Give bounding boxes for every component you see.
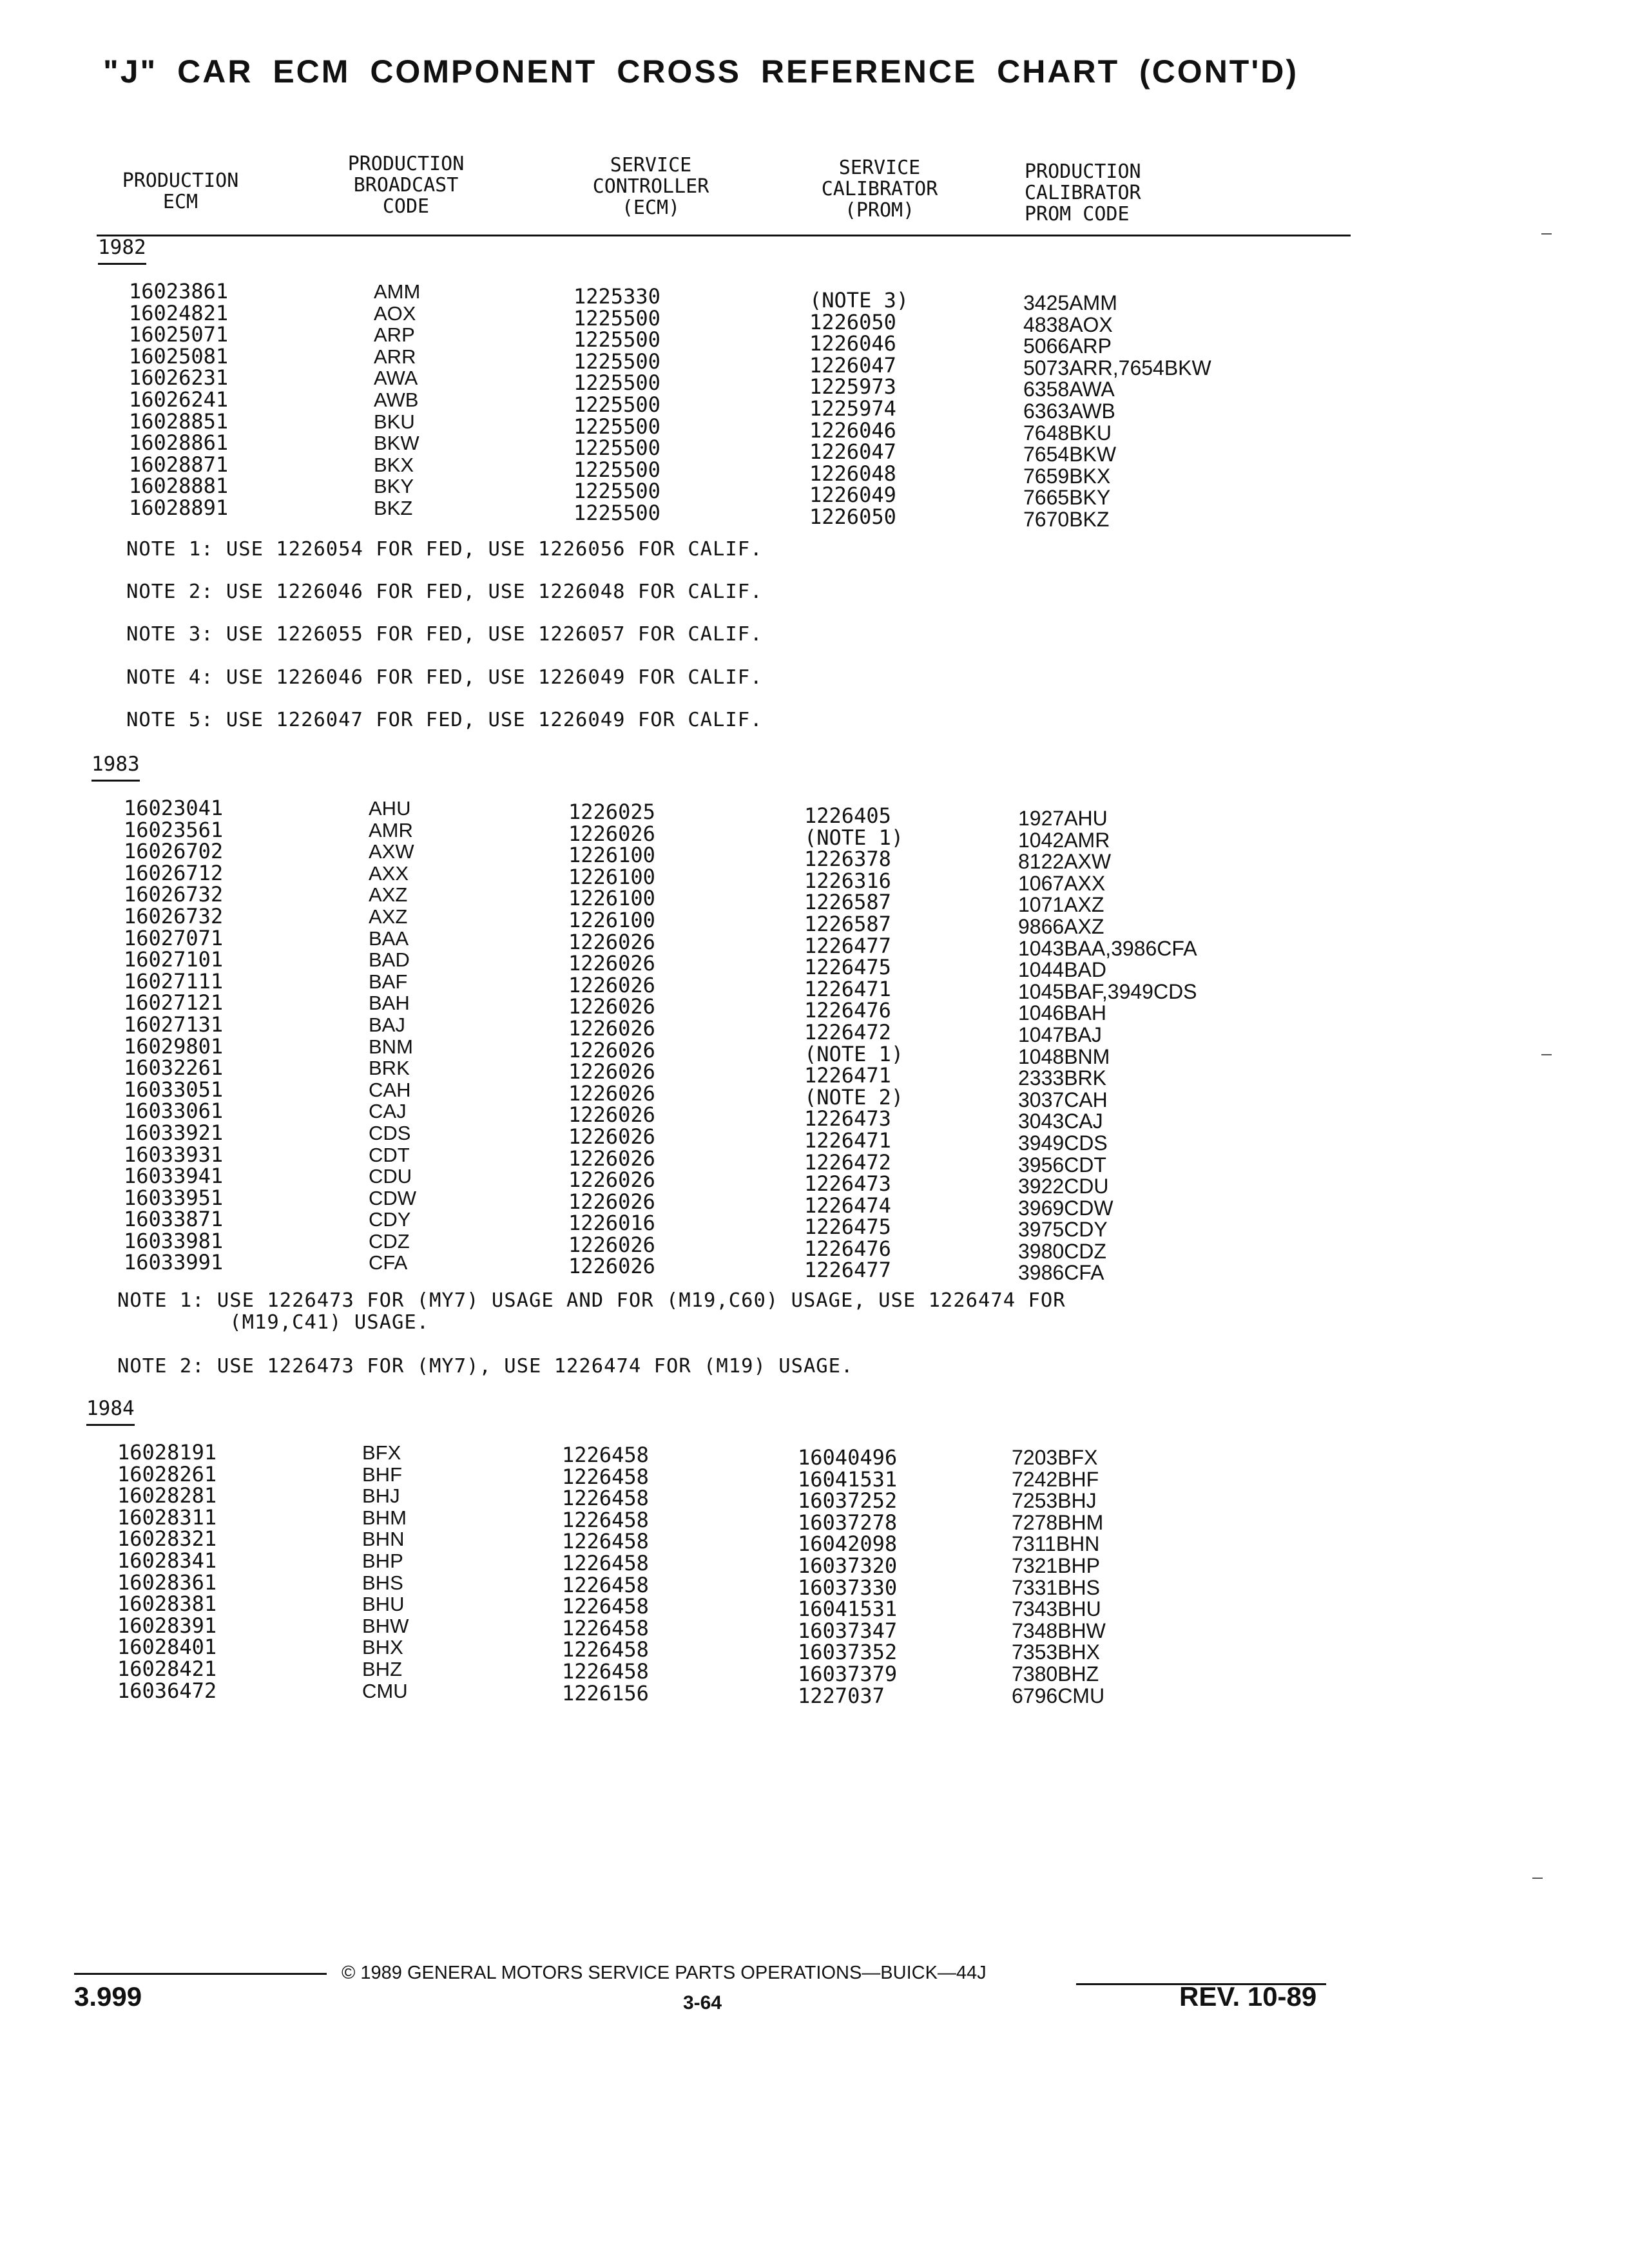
column-header-prom-code: PRODUCTION CALIBRATOR PROM CODE (1025, 160, 1141, 226)
cell-prom-code: 3956CDT (1018, 1153, 1106, 1177)
cell-prom-code: 7353BHX (1012, 1640, 1100, 1664)
cell-service-controller: 1226458 (562, 1572, 649, 1597)
cell-broadcast-code: AMM (374, 280, 421, 303)
cell-service-calibrator: (NOTE 1) (804, 825, 904, 850)
cell-prom-code: 7648BKU (1023, 421, 1112, 445)
cell-service-calibrator: 1226046 (809, 418, 896, 443)
cell-service-calibrator: 1226046 (809, 331, 896, 356)
cell-service-calibrator: 16037347 (798, 1618, 898, 1643)
cell-service-controller: 1226026 (568, 972, 655, 997)
cell-prom-code: 7331BHS (1012, 1575, 1100, 1599)
year-heading-1982: 1982 (98, 236, 146, 265)
cell-broadcast-code: BRK (369, 1057, 410, 1080)
cell-service-controller: 1226458 (562, 1443, 649, 1467)
cell-prom-code: 6358AWA (1023, 378, 1115, 401)
cell-production-ecm: 16023861 (129, 279, 229, 303)
cell-prom-code: 7278BHM (1012, 1510, 1104, 1534)
cell-broadcast-code: BHZ (362, 1657, 402, 1680)
cell-broadcast-code: CDS (369, 1121, 411, 1144)
cell-broadcast-code: CDZ (369, 1229, 410, 1253)
cell-prom-code: 3037CAH (1018, 1088, 1108, 1111)
cell-production-ecm: 16026241 (129, 387, 229, 412)
cell-service-controller: 1226026 (568, 1102, 655, 1128)
cell-prom-code: 7311BHN (1012, 1532, 1100, 1556)
cell-service-controller: 1225500 (574, 414, 660, 439)
cell-production-ecm: 16033871 (124, 1207, 224, 1232)
cell-service-calibrator: 1226048 (809, 461, 896, 486)
cell-service-calibrator: 1226473 (804, 1106, 891, 1131)
note-1982-3: NOTE 3: USE 1226055 FOR FED, USE 1226057 FOR CALIF. (126, 623, 763, 646)
cell-broadcast-code: CFA (369, 1251, 408, 1274)
cell-service-calibrator: 1226050 (809, 309, 896, 334)
cell-service-controller: 1226156 (562, 1680, 649, 1706)
cell-prom-code: 3949CDS (1018, 1131, 1108, 1155)
cell-service-calibrator: 1226476 (804, 998, 891, 1023)
cell-service-calibrator: (NOTE 2) (804, 1084, 904, 1110)
cell-broadcast-code: AXX (369, 861, 409, 885)
cell-broadcast-code: ARR (374, 345, 416, 368)
cell-prom-code: 4838AOX (1023, 312, 1113, 336)
page-title: "J" CAR ECM COMPONENT CROSS REFERENCE CHART (CONT'D) (103, 53, 1299, 90)
cell-service-controller: 1226458 (562, 1658, 649, 1684)
cell-service-controller: 1225500 (574, 370, 660, 396)
cell-broadcast-code: CDT (369, 1143, 410, 1166)
cell-service-calibrator: 16040496 (798, 1445, 898, 1470)
cell-service-calibrator: 1226477 (804, 1258, 891, 1283)
cell-prom-code: 3922CDU (1018, 1175, 1109, 1198)
cell-production-ecm: 16033941 (124, 1164, 224, 1189)
cell-broadcast-code: BKX (374, 453, 414, 476)
year-heading-1983: 1983 (92, 753, 140, 782)
cell-production-ecm: 16033061 (124, 1099, 224, 1124)
cell-production-ecm: 16028311 (117, 1504, 217, 1530)
cell-production-ecm: 16027121 (124, 990, 224, 1015)
margin-mark (1532, 1878, 1543, 1879)
cell-service-calibrator: 1226474 (804, 1193, 891, 1218)
note-1982-4: NOTE 4: USE 1226046 FOR FED, USE 1226049 FOR CALIF. (126, 666, 763, 689)
cell-prom-code: 5073ARR,7654BKW (1023, 356, 1211, 380)
cell-prom-code: 1043BAA,3986CFA (1018, 936, 1197, 960)
cell-broadcast-code: BKU (374, 410, 415, 433)
cell-service-controller: 1226026 (568, 1037, 655, 1062)
cell-prom-code: 6363AWB (1023, 399, 1115, 423)
cell-prom-code: 3986CFA (1018, 1261, 1104, 1285)
cell-prom-code: 3975CDY (1018, 1218, 1108, 1242)
cell-broadcast-code: BHM (362, 1506, 407, 1529)
header-divider (97, 235, 1351, 236)
cell-service-controller: 1225330 (574, 284, 660, 309)
cell-service-calibrator: 1226476 (804, 1236, 891, 1261)
cell-prom-code: 7654BKW (1023, 443, 1117, 466)
cell-service-controller: 1226026 (568, 1124, 655, 1149)
cell-production-ecm: 16026702 (124, 839, 224, 864)
cell-broadcast-code: BKW (374, 432, 419, 455)
cell-broadcast-code: AWB (374, 388, 419, 411)
cell-broadcast-code: AOX (374, 302, 416, 325)
cell-production-ecm: 16028341 (117, 1548, 217, 1573)
cell-prom-code: 1048BNM (1018, 1044, 1110, 1068)
cell-service-controller: 1226100 (568, 907, 655, 932)
cell-service-controller: 1226026 (568, 1254, 655, 1279)
cell-service-controller: 1226100 (568, 864, 655, 889)
cell-broadcast-code: BAJ (369, 1013, 405, 1036)
cell-production-ecm: 16026231 (129, 365, 229, 390)
cell-prom-code: 1071AXZ (1018, 893, 1104, 917)
cell-broadcast-code: CAJ (369, 1100, 407, 1123)
cell-service-controller: 1226100 (568, 843, 655, 868)
cell-service-calibrator: 1226471 (804, 976, 891, 1001)
cell-service-calibrator: 1226050 (809, 504, 896, 529)
cell-service-controller: 1226458 (562, 1550, 649, 1575)
cell-service-calibrator: 1226316 (804, 868, 891, 893)
cell-service-calibrator: 1226587 (804, 911, 891, 936)
margin-mark (1541, 233, 1552, 235)
cell-production-ecm: 16032261 (124, 1055, 224, 1081)
note-1982-2: NOTE 2: USE 1226046 FOR FED, USE 1226048 FOR CALIF. (126, 581, 763, 603)
cell-production-ecm: 16028361 (117, 1570, 217, 1595)
cell-service-controller: 1226458 (562, 1637, 649, 1662)
note-1983-2: NOTE 2: USE 1226473 FOR (MY7), USE 1226474 FOR (M19) USAGE. (117, 1355, 854, 1378)
cell-service-controller: 1225500 (574, 349, 660, 374)
cell-production-ecm: 16025081 (129, 343, 229, 369)
cell-broadcast-code: AXZ (369, 905, 408, 928)
cell-prom-code: 7380BHZ (1012, 1662, 1099, 1686)
cell-production-ecm: 16033991 (124, 1250, 224, 1275)
cell-service-calibrator: 1225974 (809, 396, 896, 421)
cell-service-controller: 1226026 (568, 994, 655, 1019)
cell-broadcast-code: BAA (369, 927, 409, 950)
cell-service-calibrator: 16037379 (798, 1661, 898, 1686)
cell-production-ecm: 16027071 (124, 925, 224, 950)
cell-broadcast-code: BHN (362, 1528, 405, 1551)
cell-prom-code: 1046BAH (1018, 1001, 1106, 1025)
cell-prom-code: 1042AMR (1018, 828, 1110, 852)
cell-prom-code: 1044BAD (1018, 958, 1106, 982)
cell-service-calibrator: 1226471 (804, 1063, 891, 1088)
cell-production-ecm: 16027131 (124, 1012, 224, 1037)
cell-service-controller: 1225500 (574, 305, 660, 331)
cell-broadcast-code: BHJ (362, 1485, 400, 1508)
cell-production-ecm: 16028891 (129, 495, 229, 520)
margin-mark (1541, 1054, 1552, 1055)
cell-production-ecm: 16026712 (124, 860, 224, 885)
cell-prom-code: 9866AXZ (1018, 914, 1104, 938)
cell-service-controller: 1226458 (562, 1486, 649, 1511)
cell-production-ecm: 16033931 (124, 1142, 224, 1167)
cell-broadcast-code: BKY (374, 475, 414, 498)
cell-production-ecm: 16028191 (117, 1440, 217, 1465)
column-header-service-controller: SERVICE CONTROLLER (ECM) (592, 154, 709, 219)
cell-prom-code: 5066ARP (1023, 334, 1112, 358)
cell-service-controller: 1226458 (562, 1615, 649, 1640)
cell-broadcast-code: BHX (362, 1636, 403, 1659)
column-header-service-calibrator: SERVICE CALIBRATOR (PROM) (821, 157, 938, 222)
cell-service-calibrator: 16041531 (798, 1597, 898, 1622)
cell-prom-code: 1045BAF,3949CDS (1018, 979, 1197, 1003)
footer-page-number: 3-64 (683, 1992, 722, 2013)
cell-service-calibrator: 1226049 (809, 483, 896, 508)
cell-service-calibrator: 1226473 (804, 1171, 891, 1196)
cell-service-controller: 1225500 (574, 479, 660, 504)
cell-production-ecm: 16036472 (117, 1678, 217, 1703)
cell-service-controller: 1226458 (562, 1507, 649, 1532)
footer-copyright: © 1989 GENERAL MOTORS SERVICE PARTS OPERATIONS—BUICK—44J (342, 1963, 987, 1983)
cell-prom-code: 3043CAJ (1018, 1110, 1103, 1133)
cell-prom-code: 7659BKX (1023, 464, 1111, 488)
footer-section-number: 3.999 (74, 1981, 142, 2012)
cell-service-controller: 1226026 (568, 1015, 655, 1041)
cell-service-controller: 1226026 (568, 1146, 655, 1171)
cell-service-controller: 1226026 (568, 821, 655, 846)
cell-production-ecm: 16028421 (117, 1656, 217, 1681)
cell-production-ecm: 16033921 (124, 1120, 224, 1145)
cell-service-calibrator: 1226472 (804, 1149, 891, 1175)
cell-service-controller: 1226026 (568, 929, 655, 954)
cell-service-controller: 1225500 (574, 500, 660, 525)
cell-service-controller: 1226026 (568, 951, 655, 976)
cell-service-calibrator: 1226047 (809, 352, 896, 378)
cell-broadcast-code: CDW (369, 1186, 417, 1209)
cell-service-calibrator: 1226475 (804, 955, 891, 980)
cell-prom-code: 7343BHU (1012, 1597, 1101, 1621)
cell-service-controller: 1225500 (574, 327, 660, 352)
cell-prom-code: 1927AHU (1018, 807, 1108, 830)
cell-prom-code: 6796CMU (1012, 1684, 1105, 1707)
cell-service-calibrator: (NOTE 3) (809, 288, 909, 312)
cell-production-ecm: 16025071 (129, 322, 229, 347)
cell-production-ecm: 16024821 (129, 300, 229, 325)
cell-service-controller: 1226026 (568, 1232, 655, 1257)
cell-broadcast-code: ARP (374, 323, 415, 347)
cell-service-calibrator: 16037252 (798, 1488, 898, 1514)
cell-prom-code: 7321BHP (1012, 1553, 1100, 1577)
column-header-broadcast-code: PRODUCTION BROADCAST CODE (347, 153, 465, 218)
cell-broadcast-code: BHW (362, 1614, 409, 1637)
cell-prom-code: 7242BHF (1012, 1467, 1099, 1491)
cell-service-calibrator: 1226378 (804, 847, 891, 872)
cell-broadcast-code: BHF (362, 1463, 402, 1486)
cell-service-calibrator: 1226405 (804, 803, 891, 828)
cell-production-ecm: 16028391 (117, 1613, 217, 1638)
cell-service-calibrator: 1226047 (809, 439, 896, 465)
cell-service-controller: 1225500 (574, 392, 660, 417)
cell-production-ecm: 16023561 (124, 817, 224, 842)
cell-service-controller: 1225500 (574, 457, 660, 482)
cell-service-calibrator: 1226471 (804, 1128, 891, 1153)
cell-service-controller: 1226016 (568, 1211, 655, 1236)
cell-production-ecm: 16027111 (124, 968, 224, 994)
cell-production-ecm: 16033951 (124, 1185, 224, 1210)
footer-revision: REV. 10-89 (1179, 1981, 1317, 2012)
cell-service-controller: 1226026 (568, 1059, 655, 1084)
cell-service-calibrator: 16041531 (798, 1466, 898, 1492)
cell-production-ecm: 16028261 (117, 1461, 217, 1486)
cell-prom-code: 7253BHJ (1012, 1489, 1097, 1513)
cell-prom-code: 3969CDW (1018, 1196, 1113, 1220)
cell-broadcast-code: BAD (369, 948, 410, 972)
cell-service-controller: 1226458 (562, 1594, 649, 1619)
cell-prom-code: 7665BKY (1023, 486, 1111, 510)
cell-production-ecm: 16033051 (124, 1077, 224, 1102)
cell-broadcast-code: BKZ (374, 496, 413, 519)
cell-production-ecm: 16028871 (129, 452, 229, 477)
cell-prom-code: 1047BAJ (1018, 1023, 1102, 1046)
cell-service-calibrator: 1226475 (804, 1215, 891, 1240)
cell-service-calibrator: (NOTE 1) (804, 1041, 904, 1066)
cell-broadcast-code: CAH (369, 1078, 411, 1101)
cell-production-ecm: 16028861 (129, 430, 229, 456)
cell-service-controller: 1226458 (562, 1464, 649, 1489)
cell-prom-code: 7670BKZ (1023, 507, 1110, 531)
cell-service-controller: 1226458 (562, 1529, 649, 1554)
cell-broadcast-code: BHU (362, 1593, 405, 1616)
cell-broadcast-code: BAH (369, 992, 410, 1015)
note-1982-1: NOTE 1: USE 1226054 FOR FED, USE 1226056 FOR CALIF. (126, 538, 763, 561)
cell-service-calibrator: 16037278 (798, 1510, 898, 1535)
cell-production-ecm: 16028401 (117, 1635, 217, 1660)
cell-broadcast-code: AXZ (369, 883, 408, 907)
cell-broadcast-code: AWA (374, 367, 418, 390)
cell-service-calibrator: 16037320 (798, 1553, 898, 1578)
cell-production-ecm: 16026732 (124, 903, 224, 928)
cell-production-ecm: 16028851 (129, 408, 229, 434)
footer-rule-left (74, 1973, 327, 1975)
cell-service-calibrator: 1227037 (798, 1683, 885, 1708)
cell-prom-code: 2333BRK (1018, 1066, 1106, 1090)
cell-broadcast-code: BHS (362, 1571, 403, 1594)
cell-production-ecm: 16028381 (117, 1591, 217, 1617)
cell-production-ecm: 16033981 (124, 1228, 224, 1253)
cell-service-controller: 1225500 (574, 436, 660, 461)
cell-prom-code: 3980CDZ (1018, 1239, 1106, 1263)
cell-service-calibrator: 1225973 (809, 374, 896, 399)
cell-service-calibrator: 1226472 (804, 1019, 891, 1044)
cell-service-controller: 1226025 (568, 800, 655, 824)
cell-production-ecm: 16027101 (124, 947, 224, 972)
cell-prom-code: 7203BFX (1012, 1446, 1098, 1469)
year-heading-1984: 1984 (86, 1397, 135, 1426)
cell-production-ecm: 16026732 (124, 882, 224, 907)
cell-service-controller: 1226100 (568, 886, 655, 911)
cell-broadcast-code: AMR (369, 818, 413, 841)
cell-broadcast-code: BAF (369, 970, 408, 993)
column-header-production-ecm: PRODUCTION ECM (122, 169, 239, 213)
cell-prom-code: 8122AXW (1018, 850, 1112, 874)
cell-broadcast-code: AHU (369, 797, 411, 820)
cell-broadcast-code: BNM (369, 1035, 413, 1058)
note-1983-1: NOTE 1: USE 1226473 FOR (MY7) USAGE AND FOR (M19,C60) USAGE, USE 1226474 FOR (M19,C41) USAGE. (117, 1289, 1066, 1334)
cell-service-calibrator: 16037352 (798, 1640, 898, 1665)
cell-prom-code: 7348BHW (1012, 1619, 1106, 1642)
cell-broadcast-code: CDU (369, 1165, 412, 1188)
cell-production-ecm: 16028281 (117, 1483, 217, 1508)
cell-service-controller: 1226026 (568, 1189, 655, 1214)
cell-broadcast-code: BFX (362, 1441, 401, 1464)
cell-production-ecm: 16028321 (117, 1526, 217, 1552)
cell-service-controller: 1226026 (568, 1168, 655, 1193)
cell-prom-code: 3425AMM (1023, 291, 1117, 314)
cell-prom-code: 1067AXX (1018, 871, 1106, 895)
cell-broadcast-code: BHP (362, 1549, 403, 1572)
cell-service-calibrator: 16037330 (798, 1575, 898, 1600)
cell-broadcast-code: AXW (369, 840, 414, 863)
cell-production-ecm: 16029801 (124, 1033, 224, 1059)
note-1982-5: NOTE 5: USE 1226047 FOR FED, USE 1226049 FOR CALIF. (126, 709, 763, 731)
cell-broadcast-code: CMU (362, 1679, 408, 1702)
cell-production-ecm: 16028881 (129, 474, 229, 499)
cell-broadcast-code: CDY (369, 1208, 411, 1231)
cell-service-calibrator: 1226587 (804, 890, 891, 915)
cell-service-calibrator: 16042098 (798, 1532, 898, 1557)
cell-service-controller: 1226026 (568, 1081, 655, 1106)
cell-service-calibrator: 1226477 (804, 933, 891, 958)
cell-production-ecm: 16023041 (124, 796, 224, 820)
